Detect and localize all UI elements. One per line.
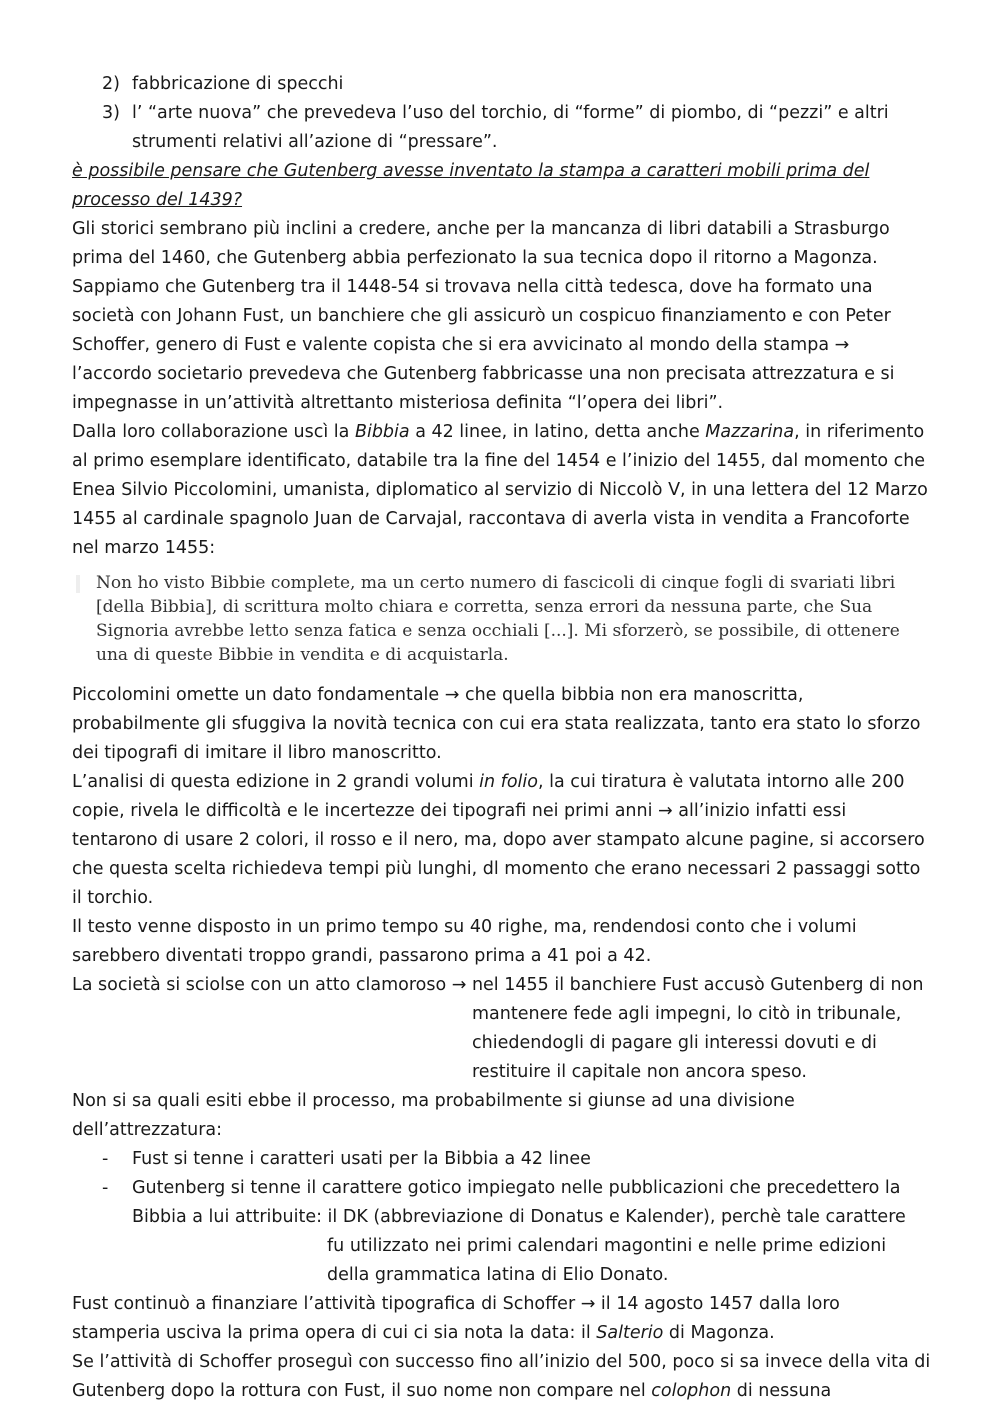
text-run: a 42 linee, in latino, detta anche (409, 422, 706, 442)
paragraph: Non si sa quali esiti ebbe il processo, ma probabilmente si giunse ad una divisione dell’attrezzatura: (72, 1091, 795, 1140)
text-run: La società si sciolse con un atto clamoroso → nel 1455 il banchiere Fust accusò Gutenberg di non (72, 975, 924, 995)
list-bullet: - (102, 1149, 109, 1169)
paragraph (72, 418, 932, 563)
list-item-text: Gutenberg si tenne il carattere gotico impiegato nelle pubblicazioni che precedettero la (132, 1178, 901, 1198)
list-bullet: - (102, 1178, 109, 1198)
quote-text: Non ho visto Bibbie complete, ma un certo numero di fascicoli di cinque fogli di svariati libri [della Bibbia], di scrittura molto chiara e corretta, senza errori da nessuna parte, che Sua Signoria avrebbe letto senza fatica e senza occhiali [...]. Mi sforzerò, se possibile, di ottenere una di queste Bibbie in vendita e di acquistarla. (96, 573, 900, 665)
list-item-text-cont: strumenti relativi all’azione di “pressare”. (132, 132, 498, 152)
italic-term: in folio (479, 772, 538, 792)
text-run: di Magonza. (663, 1323, 775, 1343)
list-item (72, 70, 932, 99)
block-quote (72, 571, 932, 667)
paragraph: Gli storici sembrano più inclini a credere, anche per la mancanza di libri databili a Strasburgo prima del 1460, che Gutenberg abbia perfezionato la sua tecnica dopo il ritorno a Magonza. (72, 219, 890, 268)
list-number: 2) (102, 74, 120, 94)
list-item (72, 99, 932, 157)
paragraph: Il testo venne disposto in un primo tempo su 40 righe, ma, rendendosi conto che i volumi sarebbero diventati troppo grandi, passarono prima a 41 poi a 42. (72, 917, 857, 966)
paragraph (72, 1348, 932, 1406)
quote-mark (76, 575, 80, 593)
list-item-text: l’ “arte nuova” che prevedeva l’uso del torchio, di “forme” di piombo, di “pezzi” e altri (132, 103, 889, 123)
section-question: è possibile pensare che Gutenberg avesse inventato la stampa a caratteri mobili prima del processo del 1439? (72, 161, 870, 210)
list-item-text: fabbricazione di specchi (132, 74, 344, 94)
list-item (72, 1174, 932, 1232)
list-item-indented: fu utilizzato nei primi calendari magontini e nelle prime edizioni della grammatica latina di Elio Donato. (327, 1236, 887, 1285)
paragraph-indented: mantenere fede agli impegni, lo citò in tribunale, chiedendogli di pagare gli interessi dovuti e di restituire il capitale non ancora speso. (472, 1004, 902, 1082)
paragraph: Piccolomini omette un dato fondamentale → che quella bibbia non era manoscritta, probabilmente gli sfuggiva la novità tecnica con cui era stata realizzata, tanto era stato lo sforzo dei tipografi di imitare il libro manoscritto. (72, 685, 921, 763)
paragraph (72, 1290, 932, 1348)
italic-term: Mazzarina (705, 422, 795, 442)
text-run: Dalla loro collaborazione uscì la (72, 422, 355, 442)
text-run: Se l’attività di Schoffer proseguì con successo fino all’inizio del 500, poco si sa invece della vita di Gutenberg dopo la rottura con Fust, il suo nome non compare nel (72, 1352, 931, 1401)
text-run: L’analisi di questa edizione in 2 grandi volumi (72, 772, 480, 792)
paragraph (72, 971, 932, 1000)
text-run: , la cui tiratura è valutata intorno alle 200 copie, rivela le difficoltà e le incertezze dei tipografi nei primi anni → all’inizio infatti essi tentarono di usare 2 colori, il rosso e il nero, ma, dopo aver stampato alcune pagine, si accorsero che questa scelta richiedeva tempi più lunghi, dl momento che erano necessari 2 passaggi sotto il torchio. (72, 772, 925, 908)
text-run: di nessuna (731, 1381, 832, 1401)
text-run: , in riferimento al primo esemplare identificato, databile tra la fine del 1454 e l’inizio del 1455, dal momento che Enea Silvio Piccolomini, umanista, diplomatico al servizio di Niccolò V, in una lettera del 12 Marzo 1455 al cardinale spagnolo Juan de Carvajal, raccontava di averla vista in vendita a Francoforte nel marzo 1455: (72, 422, 928, 558)
italic-term: Salterio (596, 1323, 664, 1343)
text-run: Fust continuò a finanziare l’attività tipografica di Schoffer → il 14 agosto 1457 dalla loro stamperia usciva la prima opera di cui ci sia nota la data: il (72, 1294, 840, 1343)
italic-term: colophon (651, 1381, 732, 1401)
paragraph (72, 768, 932, 913)
list-item (72, 1145, 932, 1174)
italic-term: Bibbia (354, 422, 410, 442)
document-page (72, 70, 932, 1406)
list-item-text-cont: Bibbia a lui attribuite: il DK (abbreviazione di Donatus e Kalender), perchè tale carattere (132, 1207, 906, 1227)
list-item-text: Fust si tenne i caratteri usati per la Bibbia a 42 linee (132, 1149, 591, 1169)
paragraph: Sappiamo che Gutenberg tra il 1448-54 si trovava nella città tedesca, dove ha formato una società con Johann Fust, un banchiere che gli assicurò un cospicuo finanziamento e con Peter Schoffer, genero di Fust e valente copista che si era avvicinato al mondo della stampa → l’accordo societario prevedeva che Gutenberg fabbricasse una non precisata attrezzatura e si impegnasse in un’attività altrettanto misteriosa definita “l’opera dei libri”. (72, 277, 895, 413)
list-number: 3) (102, 103, 120, 123)
